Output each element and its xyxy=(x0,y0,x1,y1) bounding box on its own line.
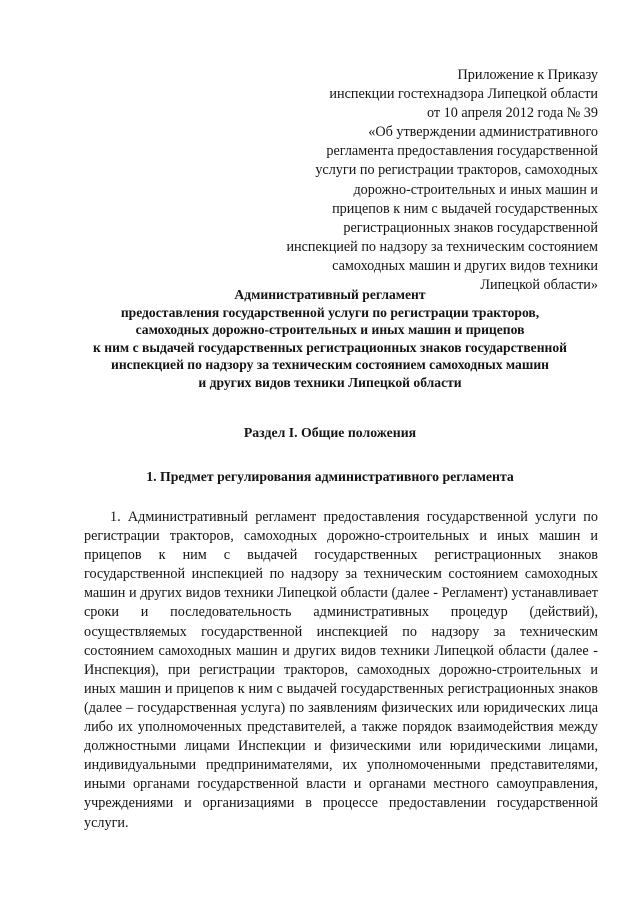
body-paragraph: 1. Административный регламент предоставления государственной услуги по регистрации тракторов, самоходных дорожно-строительных и иных машин и прицепов к ним с выдачей государственных регистрационных знаков государственной инспекцией по надзору за техническим состоянием самоходных машин и других видов техники Липецкой области (далее - Регламент) устанавливает сроки и последовательность административных процедур (действий), осуществляемых государственной инспекцией по надзору за техническим состоянием самоходных машин и других видов техники Липецкой области (далее - Инспекция), при регистрации тракторов, самоходных дорожно-строительных и иных машин и прицепов к ним с выдачей государственных регистрационных знаков (далее – государственная услуга) по заявлениям физических или юридических лица либо их уполномоченных представителей, а также порядок взаимодействия между должностными лицами Инспекции и физическими или юридическими лицами, индивидуальными предпринимателями, их уполномоченными представителями, иными органами государственной власти и органами местного самоуправления, учреждениями и организациями в процессе предоставлении государственной услуги. xyxy=(84,509,598,831)
appendix-line: «Об утверждении административного xyxy=(368,124,598,141)
title-line: самоходных дорожно-строительных и иных машин и прицепов xyxy=(135,322,525,338)
section-heading: Раздел I. Общие положения xyxy=(243,425,417,440)
appendix-line: от 10 апреля 2012 года № 39 xyxy=(426,105,598,122)
appendix-line: дорожно-строительных и иных машин и xyxy=(353,181,598,198)
appendix-block xyxy=(250,66,598,295)
title-line: Административный регламент xyxy=(234,287,426,302)
appendix-line: прицепов к ним с выдачей государственных xyxy=(332,200,598,217)
appendix-line: услуги по регистрации тракторов, самоходных xyxy=(315,162,598,179)
title-line: инспекцией по надзору за техническим состоянием самоходных машин xyxy=(110,357,549,373)
appendix-line: Липецкой области» xyxy=(480,277,598,294)
appendix-line: регламента предоставления государственной xyxy=(326,143,598,160)
title-line: предоставления государственной услуги по регистрации тракторов, xyxy=(120,304,540,320)
document-title xyxy=(40,286,620,392)
appendix-line: инспекцией по надзору за техническим состоянием xyxy=(286,238,598,255)
title-line: к ним с выдачей государственных регистрационных знаков государственной xyxy=(93,339,567,355)
appendix-line: самоходных машин и других видов техники xyxy=(332,257,598,274)
appendix-line: инспекции гостехнадзора Липецкой области xyxy=(329,86,598,103)
title-line: и других видов техники Липецкой области xyxy=(198,374,462,390)
appendix-line: Приложение к Приказу xyxy=(457,67,598,83)
appendix-line: регистрационных знаков государственной xyxy=(343,219,598,236)
subsection-heading: 1. Предмет регулирования административного регламента xyxy=(146,469,514,484)
